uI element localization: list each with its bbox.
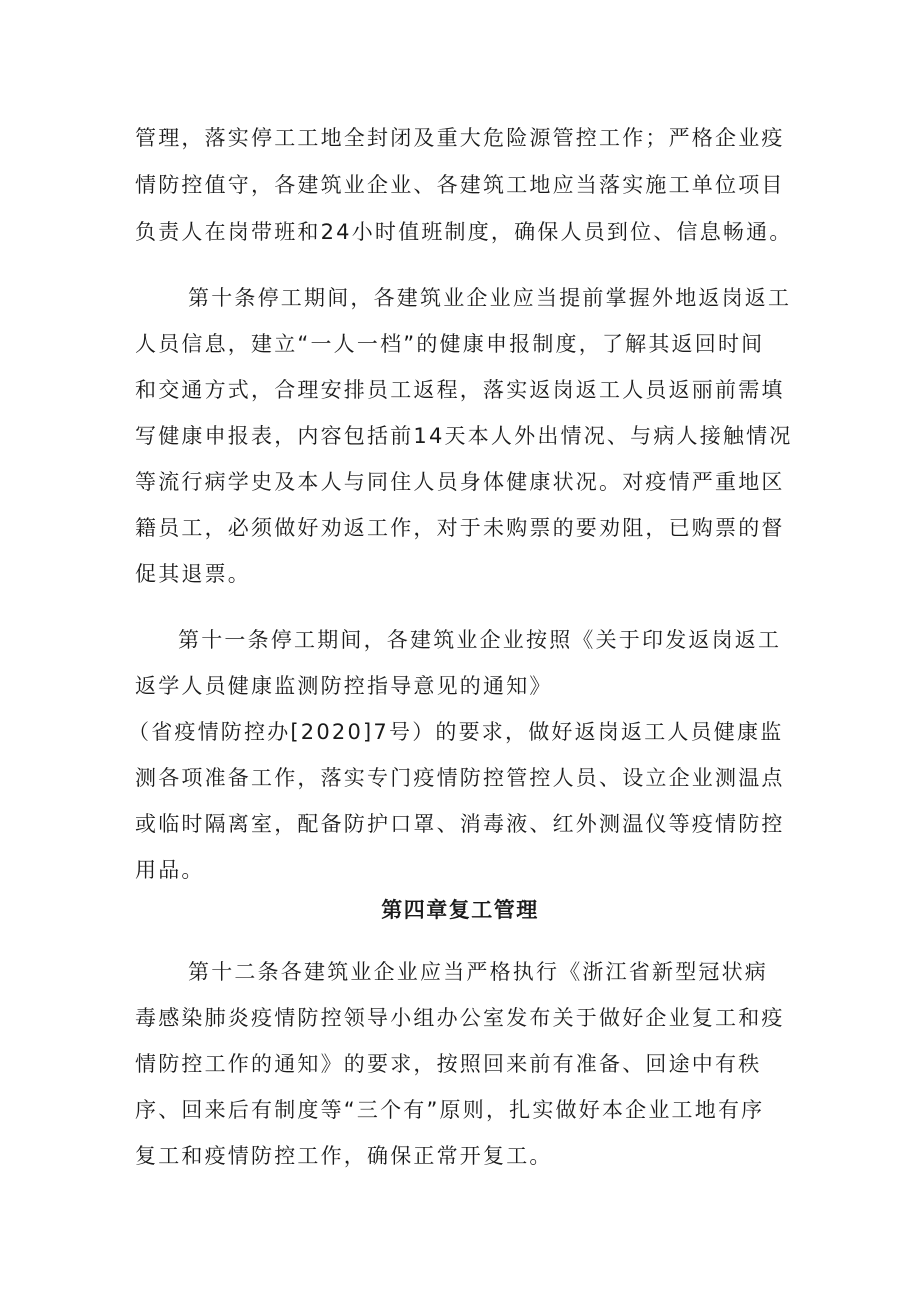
paragraph-line: 促其退票。	[135, 562, 251, 586]
paragraph-line: 和交通方式，合理安排员工返程，落实返岗返工人员返丽前需填	[135, 378, 785, 402]
paragraph-line: 等流行病学史及本人与同住人员身体健康状况。对疫情严重地区	[135, 470, 785, 494]
chapter-heading: 第四章复工管理	[381, 898, 539, 922]
paragraph-line: 毒感染肺炎疫情防控领导小组办公室发布关于做好企业复工和疫	[135, 1006, 785, 1030]
paragraph-line: 情防控值守，各建筑业企业、各建筑工地应当落实施工单位项目	[135, 173, 785, 197]
paragraph-line: 测各项准备工作，落实专门疫情防控管控人员、设立企业测温点	[135, 766, 785, 790]
paragraph-line: 复工和疫情防控工作，确保正常开复工。	[135, 1144, 553, 1168]
paragraph-line: 用品。	[135, 858, 205, 882]
paragraph-line: 情防控工作的通知》的要求，按照回来前有准备、回途中有秩	[135, 1052, 762, 1076]
paragraph-line: 返学人员健康监测防控指导意见的通知》	[135, 674, 553, 698]
paragraph-line: 第十一条停工期间，各建筑业企业按照《关于印发返岗返工	[178, 628, 782, 652]
paragraph-line: 第十条停工期间，各建筑业企业应当提前掌握外地返岗返工	[188, 286, 792, 310]
paragraph-line: 人员信息，建立“一人一档”的健康申报制度，了解其返回时间	[135, 332, 765, 356]
paragraph-line: 序、回来后有制度等“三个有”原则，扎实做好本企业工地有序	[135, 1098, 765, 1122]
paragraph-line: 写健康申报表，内容包括前14天本人外出情况、与病人接触情况	[135, 424, 793, 448]
paragraph-line: 管理，落实停工工地全封闭及重大危险源管控工作；严格企业疫	[135, 126, 785, 150]
paragraph-line: 第十二条各建筑业企业应当严格执行《浙江省新型冠状病	[188, 960, 768, 984]
paragraph-line: 负责人在岗带班和24小时值班制度，确保人员到位、信息畅通。	[135, 220, 793, 244]
paragraph-line: 或临时隔离室，配备防护口罩、消毒液、红外测温仪等疫情防控	[135, 812, 785, 836]
paragraph-line: （省疫情防控办[2020]7号）的要求，做好返岗返工人员健康监	[128, 720, 784, 744]
paragraph-line: 籍员工，必须做好劝返工作，对于未购票的要劝阻，已购票的督	[135, 516, 785, 540]
